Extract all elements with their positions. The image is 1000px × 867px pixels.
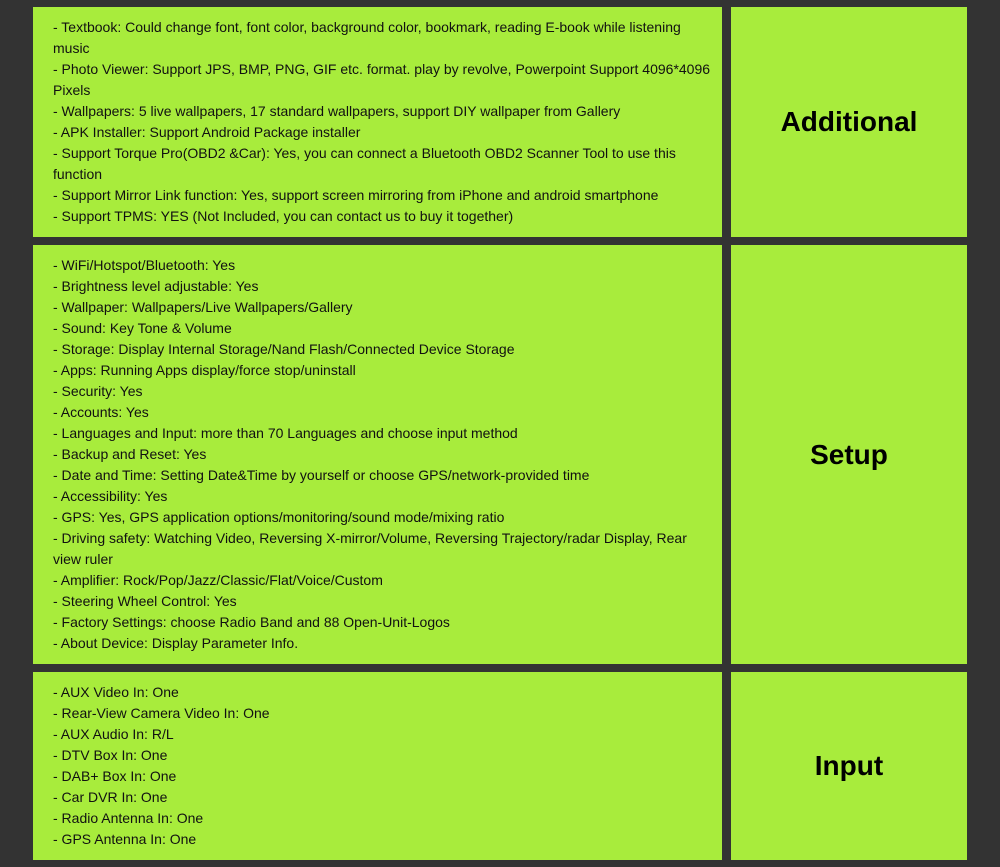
feature-item: - Support TPMS: YES (Not Included, you can contact us to buy it together) [53,208,514,224]
section-label-additional: Additional [780,106,918,137]
feature-item: - GPS Antenna In: One [53,831,197,847]
feature-item: - Storage: Display Internal Storage/Nand Flash/Connected Device Storage [53,341,515,357]
section-label-input: Input [814,750,884,781]
feature-item: - Car DVR In: One [53,789,168,805]
feature-item: - APK Installer: Support Android Package installer [53,124,361,140]
feature-item: - Radio Antenna In: One [53,810,204,826]
feature-item: - About Device: Display Parameter Info. [53,635,299,651]
section-details-additional [33,7,722,237]
feature-item: - Apps: Running Apps display/force stop/uninstall [53,362,356,378]
feature-item: - Wallpapers: 5 live wallpapers, 17 standard wallpapers, support DIY wallpaper from Gallery [53,103,621,119]
feature-item: - Amplifier: Rock/Pop/Jazz/Classic/Flat/Voice/Custom [53,572,383,588]
feature-item: - Support Mirror Link function: Yes, support screen mirroring from iPhone and android smartphone [53,187,659,203]
feature-item: - DTV Box In: One [53,747,168,763]
feature-list-setup [33,245,722,654]
section-label-setup: Setup [810,438,888,470]
feature-list-additional [33,7,722,227]
feature-item: - Languages and Input: more than 70 Languages and choose input method [53,425,518,441]
feature-item: - Support Torque Pro(OBD2 &Car): Yes, you can connect a Bluetooth OBD2 Scanner Tool to use this function [53,145,676,182]
section-details-setup [33,245,722,664]
feature-item: - Driving safety: Watching Video, Reversing X-mirror/Volume, Reversing Trajectory/radar Display, Rear view ruler [53,530,687,567]
feature-item: - DAB+ Box In: One [53,768,177,784]
section-label-cell-input [731,672,967,860]
feature-item: - Accounts: Yes [53,404,149,420]
section-label-cell-setup [731,245,967,664]
section-row-input [33,672,967,860]
section-details-input [33,672,722,860]
feature-item: - WiFi/Hotspot/Bluetooth: Yes [53,257,236,273]
feature-item: - Rear-View Camera Video In: One [53,705,270,721]
feature-item: - GPS: Yes, GPS application options/monitoring/sound mode/mixing ratio [53,509,505,525]
feature-item: - Photo Viewer: Support JPS, BMP, PNG, GIF etc. format. play by revolve, Powerpoint Support 4096*4096 Pixels [53,61,711,98]
feature-item: - Sound: Key Tone & Volume [53,320,232,336]
feature-item: - Steering Wheel Control: Yes [53,593,237,609]
feature-item: - Accessibility: Yes [53,488,168,504]
feature-item: - Textbook: Could change font, font color, background color, bookmark, reading E-book while listening music [53,19,681,56]
section-row-additional [33,7,967,237]
section-row-setup [33,245,967,664]
feature-item: - AUX Video In: One [53,684,179,700]
feature-item: - Security: Yes [53,383,143,399]
feature-item: - Factory Settings: choose Radio Band and 88 Open-Unit-Logos [53,614,450,630]
feature-item: - Brightness level adjustable: Yes [53,278,259,294]
feature-item: - Backup and Reset: Yes [53,446,207,462]
feature-item: - Date and Time: Setting Date&Time by yourself or choose GPS/network-provided time [53,467,590,483]
feature-item: - AUX Audio In: R/L [53,726,174,742]
feature-list-input [33,672,722,850]
section-label-cell-additional [731,7,967,237]
feature-item: - Wallpaper: Wallpapers/Live Wallpapers/Gallery [53,299,353,315]
